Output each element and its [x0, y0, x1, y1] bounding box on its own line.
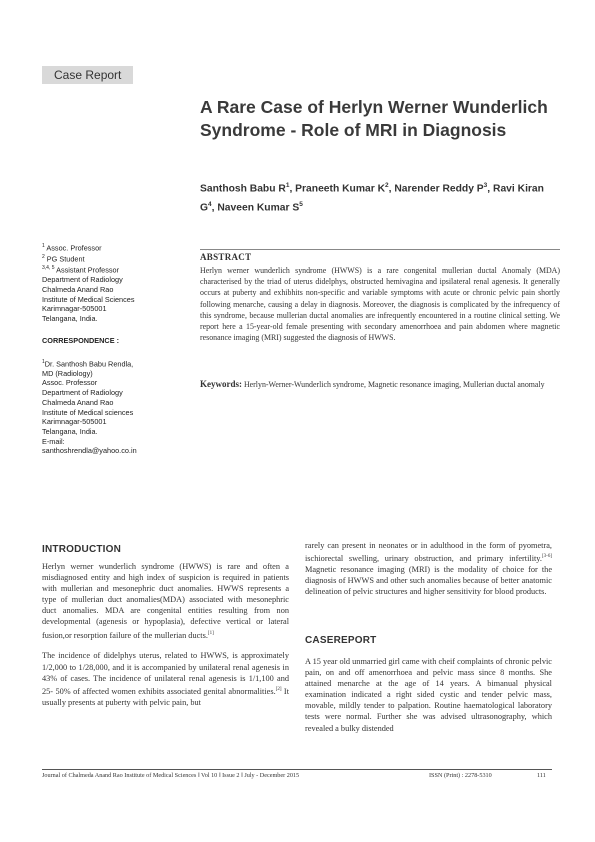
- correspondence-line: Assoc. Professor: [42, 378, 98, 388]
- author-name: Naveen Kumar S: [217, 202, 300, 214]
- introduction-continued: [305, 540, 552, 597]
- correspondence-line: MD (Radiology): [42, 368, 93, 378]
- page-number: 111: [537, 772, 546, 779]
- affiliation-sidebar: [42, 242, 192, 456]
- footer-volume: Vol 10: [201, 772, 218, 779]
- affiliation-dept: Institute of Medical Sciences: [42, 294, 135, 304]
- affiliation-dept: Chalmeda Anand Rao: [42, 285, 114, 295]
- case-report-heading: CASEREPORT: [305, 635, 377, 646]
- footer-rule: [42, 769, 552, 770]
- correspondence-line: Institute of Medical sciences: [42, 407, 134, 417]
- author-name: Praneeth Kumar K: [295, 183, 386, 195]
- correspondence-line: Telangana, India.: [42, 426, 98, 436]
- article-title: A Rare Case of Herlyn Werner Wunderlich Syndrome - Role of MRI in Diagnosis: [200, 97, 548, 140]
- abstract-heading: ABSTRACT: [200, 249, 560, 262]
- paragraph: The incidence of didelphys uterus, related to HWWS, is approximately 1/2,000 to 1/28,000, and it is accompanied by unilateral renal agenesis in 43% of cases. The incidence of unilateral renal agenesis is 1/1,100 and 25- 50% of affected women exhibits associated genital abnormalities.[2] It usually presents at puberty with pelvic pain, but: [42, 651, 289, 707]
- paragraph: rarely can present in neonates or in adulthood in the form of pyometra, ischiorectal swelling, urinary obstruction, and primary infertility.[3-6] Magnetic resonance imaging (MRI) is the modality of choice for the diagnosis of HWWS and other such anomalies because of better anatomic delineation of pelvic structures and higher sensitivity for blood products.: [305, 541, 552, 597]
- correspondence-heading: CORRESPONDENCE :: [42, 335, 120, 345]
- affiliation-dept: Telangana, India.: [42, 314, 98, 324]
- correspondence-email: santhoshrendla@yahoo.co.in: [42, 446, 137, 456]
- affiliation-dept: Department of Radiology: [42, 275, 123, 285]
- correspondence-line: E-mail:: [42, 436, 65, 446]
- affiliation-line: $^1$ Assoc. Professor: [42, 243, 102, 253]
- paragraph: A 15 year old unmarried girl came with cheif complaints of chronic pelvic pain, on and off amenorrhoea and pelvic mass since 8 months. She attained menarche at the age of 14 years. A bimanual physical examination indicated a right sided cystic and tender pelvic mass, movable, mildly tender to palpation. Routine haematological laboratory tests were normal. Further she was advised ultrasonography, which revealed a bulky distended: [305, 657, 552, 733]
- author-list: Santhosh Babu $R^1$, Praneeth Kumar $K^2$, Narender Reddy $P^3$, Ravi Kiran $G^4$, Naveen Kumar $S^5$: [200, 182, 544, 214]
- author-name: Narender Reddy P: [394, 183, 484, 195]
- footer-date: July - December 2015: [244, 772, 300, 779]
- keywords-label: Keywords:: [200, 379, 242, 389]
- article-type-tag: Case Report: [42, 66, 133, 84]
- author-name: Santhosh Babu R: [200, 183, 286, 195]
- introduction-column: [42, 561, 289, 708]
- correspondence-line: Department of Radiology: [42, 388, 123, 398]
- author-name: Ravi Kiran G: [200, 183, 544, 214]
- affiliation-dept: Karimnagar-505001: [42, 304, 107, 314]
- introduction-heading: INTRODUCTION: [42, 544, 122, 555]
- keywords: [200, 379, 560, 391]
- correspondence-line: Karimnagar-505001: [42, 417, 107, 427]
- footer-issn: ISSN (Print) : 2278-5310: [429, 772, 492, 779]
- keywords-text: Herlyn-Werner-Wunderlich syndrome, Magnetic resonance imaging, Mullerian ductal anomaly: [242, 380, 545, 389]
- affiliation-line: $^2$ PG Student: [42, 254, 85, 264]
- case-report-body: [305, 656, 552, 734]
- footer-journal: Journal of Chalmeda Anand Rao Institute of Medical Sciences: [42, 772, 197, 779]
- paragraph: Herlyn werner wunderlich syndrome (HWWS) is rare and often a misdiagnosed entity and high index of suspicion is required in patients with mullerian and mesonephric duct anomalies. HWWS represents a type of mullerian duct anomalies(MDA) associated with mesonephric duct anomalies. MDA are congenital entities resulting from non developmental (agenesis or hypoplasia), defective vertical or lateral fusion,or resorption failure of the mullerian ducts.[1]: [42, 562, 289, 640]
- affiliation-line: $^{3,4, 5}$ Assistant Professor: [42, 265, 119, 275]
- correspondence-line: Chalmeda Anand Rao: [42, 397, 114, 407]
- page-footer: Journal of Chalmeda Anand Rao Institute of Medical Sciences ‖ Vol 10 ‖ Issue 2 ‖ July - December 2015 ISSN (Print) : 2278-5310 111: [42, 772, 546, 779]
- abstract-body: Herlyn werner wunderlich syndrome (HWWS) is a rare congenital mullerian ductal Anomaly (MDA) characterised by the triad of uterus didelphys, obstructed hemivagina and ipsilateral renal agenesis. It generally occurs at puberty and exhibhits non-specific and variable symptoms with acute or chronic pelvic pain shortly following menarche, causing a delay in diagnosis. Moreover, the diagnosis is complicated by the infrequency of this syndrome, because mullerian ductal anomalies are infrequently encountered in a routine clinical setting. We report here a 15-year-old female presenting with secondary amenorrhoea and pain abdomen where magnetic resonance imaging (MRI) suggested the diagnosis of HWWS.: [200, 266, 560, 343]
- correspondence-line: $^1$Dr. Santhosh Babu Rendla,: [42, 358, 134, 369]
- footer-issue: Issue 2: [222, 772, 240, 779]
